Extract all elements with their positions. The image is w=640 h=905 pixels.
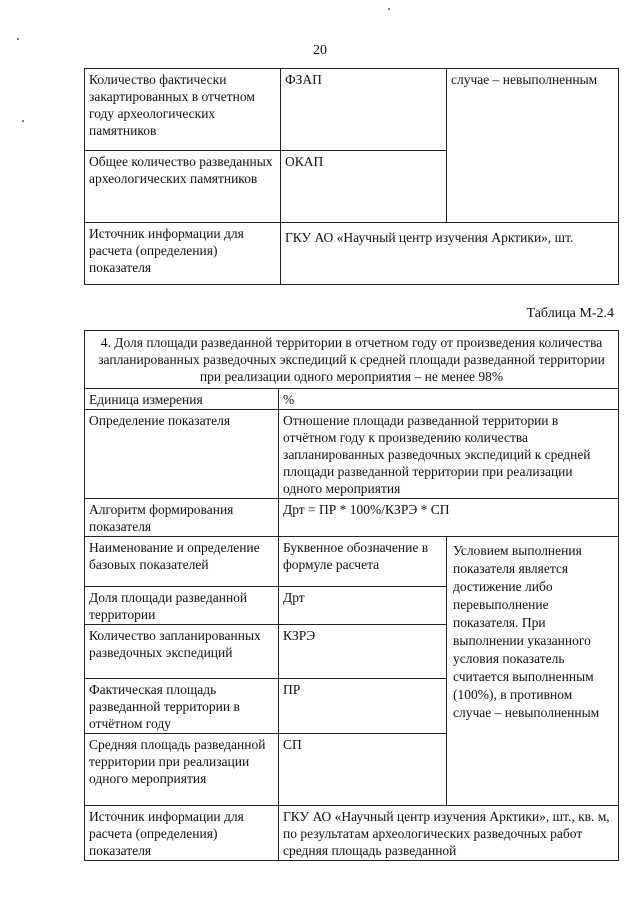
row-designation: Дрт [279, 587, 447, 625]
row-designation: ОКАП [281, 151, 447, 223]
table-row [85, 410, 619, 499]
indicator-title: 4. Доля площади разведанной территории в отчетном году от произведения количества запланированных разведочных экспедиций к средней площади разведанной территории при реализации одного мероприятия – не менее 98% [85, 331, 619, 389]
table-row [85, 537, 619, 587]
source-value: ГКУ АО «Научный центр изучения Арктики», шт. [281, 223, 619, 285]
condition-cell: случае – невыполненным [447, 69, 619, 223]
indicator-table [84, 330, 619, 861]
row-designation: КЗРЭ [279, 625, 447, 679]
base-header-label: Наименование и определение базовых показателей [85, 537, 279, 587]
definition-value: Отношение площади разведанной территории в отчётном году к произведению количества запланированных разведочных экспедиций к средней площади разведанной территории при реализации одного мероприятия [279, 410, 619, 499]
page-number: 20 [313, 43, 327, 58]
row-name: Общее количество разведанных археологических памятников [85, 151, 281, 223]
algorithm-label: Алгоритм формирования показателя [85, 499, 279, 537]
scan-speck [17, 38, 19, 40]
title-row [85, 331, 619, 389]
condition-cell: Условием выполнения показателя является достижение либо перевыполнение показателя. При выполнении указанного условия показатель считается выполненным (100%), в противном случае – невыполненным [447, 537, 619, 806]
base-header-value: Буквенное обозначение в формуле расчета [279, 537, 447, 587]
indicator-table-continued [84, 68, 619, 285]
scan-speck [22, 120, 24, 122]
scan-speck [388, 8, 390, 10]
table-row [85, 69, 619, 151]
table-row [85, 223, 619, 285]
definition-label: Определение показателя [85, 410, 279, 499]
table-caption: Таблица М-2.4 [526, 306, 614, 321]
table-row [85, 499, 619, 537]
row-name: Доля площади разведанной территории [85, 587, 279, 625]
row-designation: СП [279, 734, 447, 806]
table-row [85, 389, 619, 410]
row-name: Средняя площадь разведанной территории при реализации одного мероприятия [85, 734, 279, 806]
source-value: ГКУ АО «Научный центр изучения Арктики», шт., кв. м, по результатам археологических разведочных работ средняя площадь разведанной [279, 806, 619, 861]
unit-label: Единица измерения [85, 389, 279, 410]
row-name: Фактическая площадь разведанной территории в отчётном году [85, 679, 279, 734]
row-name: Количество запланированных разведочных экспедиций [85, 625, 279, 679]
unit-value: % [279, 389, 619, 410]
table-row [85, 806, 619, 861]
source-label: Источник информации для расчета (определения) показателя [85, 806, 279, 861]
row-name: Количество фактически закартированных в отчетном году археологических памятников [85, 69, 281, 151]
algorithm-formula: Дрт = ПР * 100%/КЗРЭ * СП [279, 499, 619, 537]
row-designation: ПР [279, 679, 447, 734]
row-designation: ФЗАП [281, 69, 447, 151]
source-label: Источник информации для расчета (определения) показателя [85, 223, 281, 285]
